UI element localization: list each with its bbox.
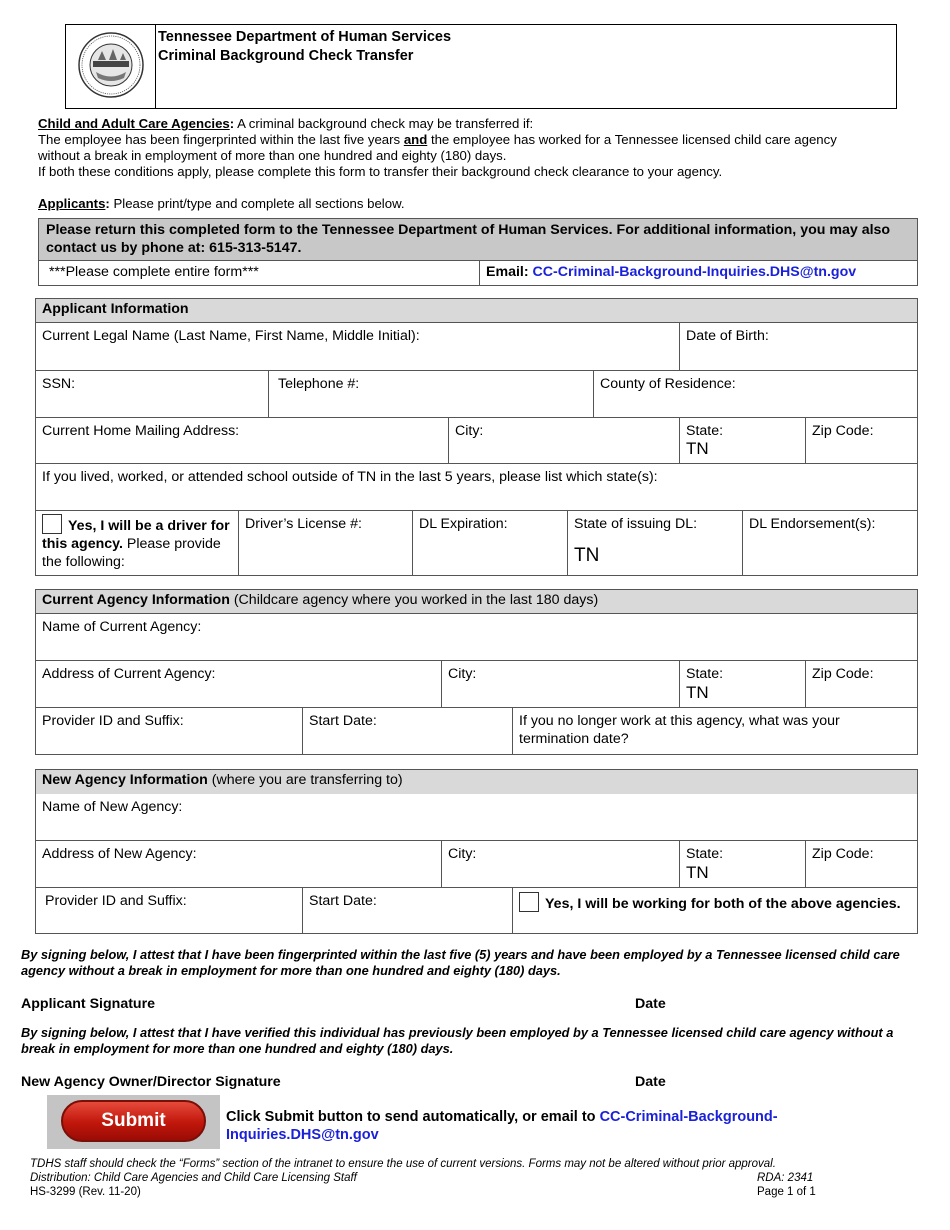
owner-attestation: By signing below, I attest that I have verified this individual has previously been employed by a Tennessee licensed child care agency without a break in employment for more than one hundred and eighty (180) days.	[21, 1025, 894, 1056]
email-label: Email:	[486, 264, 529, 280]
email-contact	[486, 264, 856, 280]
new-agency-address-field[interactable]	[36, 841, 442, 888]
driver-option-text: Please provide the following:	[42, 536, 221, 570]
telephone-label: Telephone #:	[278, 376, 360, 392]
seal-cell	[66, 25, 156, 108]
driver-option	[36, 511, 239, 575]
current-provider-id-field[interactable]	[36, 708, 303, 754]
current-agency-name-field[interactable]	[36, 614, 917, 661]
outside-tn-states-field[interactable]	[36, 464, 917, 511]
current-start-date-field[interactable]	[303, 708, 513, 754]
tennessee-state-seal-icon	[78, 32, 144, 98]
ssn-field[interactable]	[36, 371, 269, 418]
dl-state-value: TN	[574, 545, 600, 566]
footer-form-id: HS-3299 (Rev. 11-20)	[30, 1186, 141, 1198]
new-agency-zip-label: Zip Code:	[812, 846, 874, 862]
telephone-field[interactable]	[269, 371, 594, 418]
new-agency-state-field[interactable]	[680, 841, 806, 888]
driver-checkbox[interactable]	[42, 514, 62, 534]
applicant-state-value: TN	[686, 439, 709, 458]
form-name: Criminal Background Check Transfer	[158, 48, 414, 64]
submit-button[interactable]: Submit	[61, 1100, 206, 1142]
new-agency-state-value: TN	[686, 863, 709, 882]
agencies-label: Child and Adult Care Agencies	[38, 116, 230, 131]
form-title	[158, 28, 451, 66]
current-agency-state-value: TN	[686, 683, 709, 702]
applicants-text: Please print/type and complete all sections below.	[113, 196, 405, 211]
both-agencies-text: Yes, I will be working for both of the above agencies.	[545, 896, 901, 912]
dl-endorsement-label: DL Endorsement(s):	[749, 516, 876, 532]
email-link[interactable]: CC-Criminal-Background-Inquiries.DHS@tn.gov	[532, 264, 857, 280]
termination-date-field[interactable]	[513, 708, 917, 754]
new-agency-state-label: State:	[686, 846, 724, 862]
driver-option-bold: Yes, I will be a driver for this agency.	[42, 518, 230, 552]
current-agency-section	[35, 589, 918, 755]
applicant-city-label: City:	[455, 423, 484, 439]
home-address-field[interactable]	[36, 418, 449, 464]
applicant-date-label: Date	[635, 996, 666, 1012]
current-agency-heading	[36, 590, 917, 614]
applicants-label: Applicants	[38, 196, 106, 211]
new-start-date-field[interactable]	[303, 888, 513, 933]
new-agency-address-label: Address of New Agency:	[42, 846, 197, 862]
current-agency-state-label: State:	[686, 666, 724, 682]
footer-distribution: Distribution: Child Care Agencies and Child Care Licensing Staff	[30, 1172, 357, 1184]
footer-notice	[30, 1157, 776, 1199]
applicant-heading-text: Applicant Information	[42, 301, 189, 317]
applicant-information-section	[35, 298, 918, 576]
new-agency-name-field[interactable]	[36, 794, 917, 841]
contact-row	[38, 261, 918, 286]
dl-state-field[interactable]	[568, 511, 743, 575]
agencies-text: A criminal background check may be transferred if:	[237, 116, 534, 131]
both-agencies-checkbox[interactable]	[519, 892, 539, 912]
new-agency-name-label: Name of New Agency:	[42, 799, 183, 815]
current-start-date-label: Start Date:	[309, 713, 377, 729]
current-agency-zip-field[interactable]	[806, 661, 917, 708]
return-instructions-banner: Please return this completed form to the Tennessee Department of Human Services. For additional information, you may also contact us by phone at: 615-313-5147.	[38, 218, 918, 261]
condition-line-a: The employee has been fingerprinted within the last five years	[38, 132, 401, 147]
current-agency-city-label: City:	[448, 666, 477, 682]
both-agencies-option	[513, 888, 917, 933]
owner-date-label: Date	[635, 1074, 666, 1090]
county-label: County of Residence:	[600, 376, 736, 392]
county-field[interactable]	[594, 371, 917, 418]
condition-line-4: If both these conditions apply, please complete this form to transfer their background check clearance to your agency.	[38, 164, 723, 179]
owner-signature-label: New Agency Owner/Director Signature	[21, 1074, 281, 1090]
current-agency-address-label: Address of Current Agency:	[42, 666, 216, 682]
current-agency-heading-bold: Current Agency Information	[42, 592, 230, 608]
current-agency-zip-label: Zip Code:	[812, 666, 874, 682]
submit-email-link[interactable]: CC-Criminal-Background-Inquiries.DHS@tn.gov	[226, 1109, 778, 1143]
drivers-license-field[interactable]	[239, 511, 413, 575]
current-provider-id-label: Provider ID and Suffix:	[42, 713, 184, 729]
applicant-state-field[interactable]	[680, 418, 806, 464]
new-provider-id-label: Provider ID and Suffix:	[45, 893, 187, 909]
department-name: Tennessee Department of Human Services	[158, 29, 452, 45]
current-agency-city-field[interactable]	[442, 661, 680, 708]
home-address-label: Current Home Mailing Address:	[42, 423, 240, 439]
applicant-attestation: By signing below, I attest that I have been fingerprinted within the last five (5) years and have been employed by a Tennessee licensed child care agency without a break in employment for more than one hundred and eighty (180) days.	[21, 947, 900, 978]
submit-panel	[47, 1095, 220, 1149]
new-agency-city-field[interactable]	[442, 841, 680, 888]
new-agency-zip-field[interactable]	[806, 841, 917, 888]
ssn-label: SSN:	[42, 376, 76, 392]
current-agency-address-field[interactable]	[36, 661, 442, 708]
termination-date-label: If you no longer work at this agency, what was your termination date?	[519, 713, 840, 747]
intro-text: Child and Adult Care Agencies: A criminal background check may be transferred if: The employee has been fingerprinted within the last five years and the employee has worked for a Tennessee licensed child care agency without a break in employment of more than one hundred and eighty (180) days. If both these conditions apply, please complete this form to transfer their background check clearance to your agency.	[38, 116, 918, 180]
legal-name-label: Current Legal Name (Last Name, First Name, Middle Initial):	[42, 328, 420, 344]
condition-line-3: without a break in employment of more than one hundred and eighty (180) days.	[38, 148, 507, 163]
applicant-signature-label: Applicant Signature	[21, 996, 156, 1012]
legal-name-field[interactable]	[36, 323, 680, 371]
dl-expiration-label: DL Expiration:	[419, 516, 508, 532]
dl-expiration-field[interactable]	[413, 511, 568, 575]
outside-tn-label: If you lived, worked, or attended school outside of TN in the last 5 years, please list which state(s):	[42, 469, 658, 485]
complete-form-note: ***Please complete entire form***	[49, 264, 259, 280]
applicant-state-label: State:	[686, 423, 724, 439]
submit-instructions-text: Click Submit button to send automatically, or email to	[226, 1109, 596, 1125]
current-agency-name-label: Name of Current Agency:	[42, 619, 202, 635]
footer-line-1: TDHS staff should check the “Forms” section of the intranet to ensure the use of current versions. Forms may not be altered without prior approval.	[30, 1158, 776, 1170]
new-start-date-label: Start Date:	[309, 893, 377, 909]
current-agency-heading-note: (Childcare agency where you worked in the last 180 days)	[233, 592, 599, 608]
new-provider-id-field[interactable]	[36, 888, 303, 933]
dl-endorsement-field[interactable]	[743, 511, 917, 575]
current-agency-state-field[interactable]	[680, 661, 806, 708]
footer-page-number: Page 1 of 1	[757, 1186, 816, 1198]
new-agency-heading	[36, 770, 917, 794]
applicant-section-heading	[36, 299, 917, 323]
drivers-license-label: Driver’s License #:	[245, 516, 362, 532]
new-agency-heading-note: (where you are transferring to)	[211, 772, 403, 788]
date-of-birth-field[interactable]	[680, 323, 917, 371]
condition-and: and	[403, 132, 428, 147]
applicant-city-field[interactable]	[449, 418, 680, 464]
contact-divider	[479, 261, 480, 285]
dl-state-label: State of issuing DL:	[574, 516, 698, 532]
new-agency-city-label: City:	[448, 846, 477, 862]
condition-line-b: the employee has worked for a Tennessee licensed child care agency	[430, 132, 837, 147]
applicant-zip-field[interactable]	[806, 418, 917, 464]
form-header	[65, 24, 897, 109]
new-agency-heading-bold: New Agency Information	[42, 772, 208, 788]
applicants-note: Applicants: Please print/type and complete all sections below.	[38, 196, 405, 211]
applicant-zip-label: Zip Code:	[812, 423, 874, 439]
submit-instructions	[226, 1108, 866, 1144]
footer-rda: RDA: 2341	[757, 1172, 814, 1184]
dob-label: Date of Birth:	[686, 328, 769, 344]
new-agency-section	[35, 769, 918, 934]
